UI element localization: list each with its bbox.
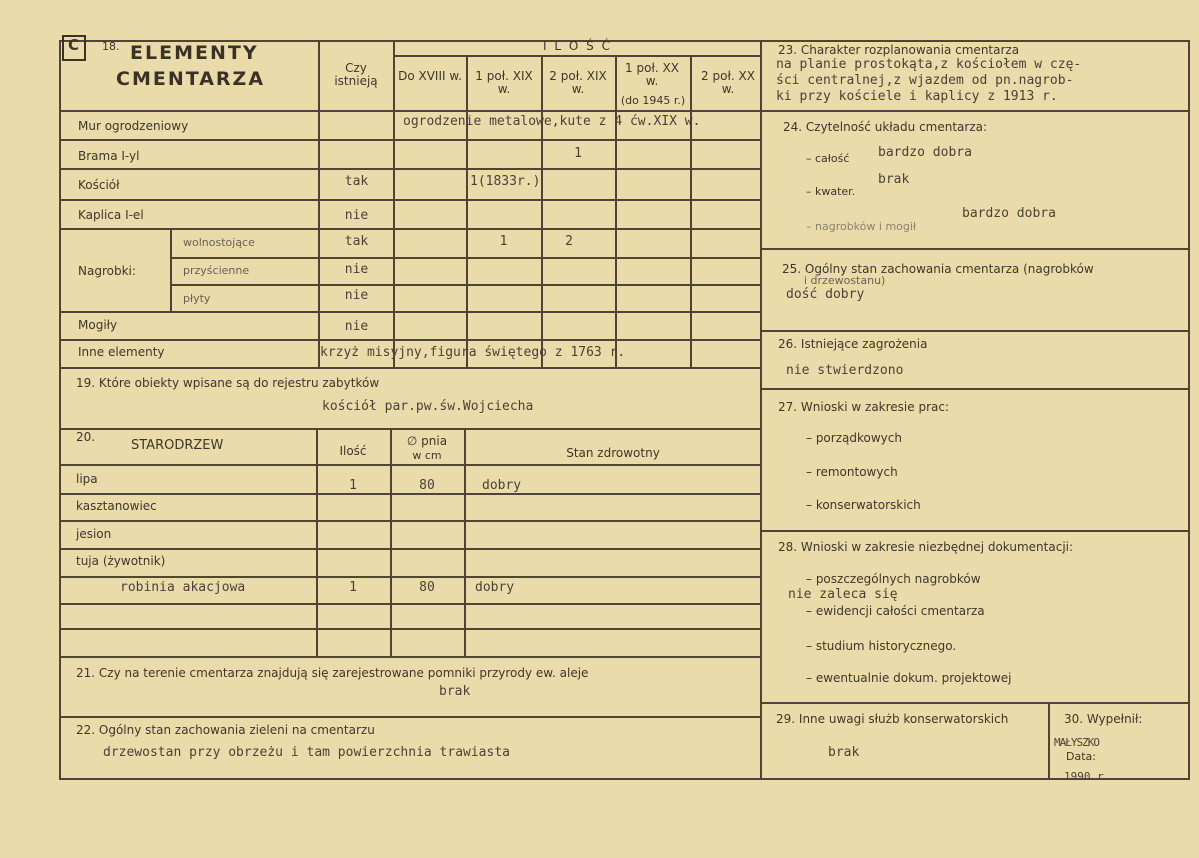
q23-line1: na planie prostokąta,z kościołem w czę- [776,57,1082,72]
q23-line2: ści centralnej,z wjazdem od pn.nagrob- [776,73,1074,88]
header-col-1pol-xx-note: (do 1945 r.) [620,94,686,107]
q19-value: kościół par.pw.św.Wojciecha [322,399,534,414]
q30-name: MAŁYSZKO [1054,736,1099,749]
row-nagrobki-label: Nagrobki: [78,264,136,278]
section-18-title-1: ELEMENTY [130,42,259,64]
row-plyty-czy: nie [344,288,369,303]
q20-col-stan: Stan zdrowotny [566,446,660,460]
q20-number: 20. [76,430,96,444]
header-czy-istnieja: Czy istnieją [334,61,378,88]
q28-ewidencji: – ewidencji całości cmentarza [806,604,985,618]
q20-row1-name: lipa [76,472,98,486]
q20-row5-name: robinia akacjowa [120,580,246,595]
q20-row1-pnia: 80 [419,478,435,493]
row-kosciol-czy: tak [344,174,369,189]
row-wolnostojace-label: wolnostojące [183,236,255,249]
q29-value: brak [828,745,860,760]
row-mur-label: Mur ogrodzeniowy [78,119,189,133]
q25-value: dość dobry [786,287,865,302]
q21-label: 21. Czy na terenie cmentarza znajdują się zarejestrowane pomniki przyrody ew. aleje [76,666,589,680]
q20-col-pnia-a: ∅ pnia [406,434,448,448]
header-col-1pol-xx: 1 poł. XX w. [625,61,679,88]
q20-row5-ilosc: 1 [349,580,357,595]
q20-col-ilosc: Ilość [339,444,367,458]
q27-label: 27. Wnioski w zakresie prac: [778,400,950,414]
header-col-2pol-xx: 2 poł. XX w. [701,69,755,96]
row-brama-col3: 1 [574,146,582,161]
row-mur-value: ogrodzenie metalowe,kute z 4 ćw.XIX w. [403,114,701,129]
q20-row5-stan: dobry [475,580,515,595]
q28-label: 28. Wnioski w zakresie niezbędnej dokumentacji: [778,540,1074,554]
q28-nagrobkow: – poszczególnych nagrobków [806,572,981,586]
q20-row4-name: tuja (żywotnik) [76,554,166,568]
q20-col-pnia-b: w cm [412,449,442,462]
row-przyscienne-czy: nie [344,262,369,277]
header-ilosc: I L O Ś Ć [543,39,612,53]
q22-value: drzewostan przy obrzeżu i tam powierzchnia trawiasta [103,745,510,760]
row-inne-label: Inne elementy [78,345,165,359]
q19-label: 19. Które obiekty wpisane są do rejestru zabytków [76,376,380,390]
q24-nagrobkow-value: bardzo dobra [962,206,1056,221]
q20-title: STARODRZEW [131,438,224,453]
row-przyscienne-label: przyścienne [183,264,250,277]
form-code: C [68,36,80,54]
q30-data-label: Data: [1066,750,1096,763]
q26-value: nie stwierdzono [786,363,904,378]
row-mogily-label: Mogiły [78,318,118,332]
row-plyty-label: płyty [183,292,211,305]
q24-kwater-value: brak [878,172,910,187]
section-18-title-2: CMENTARZA [116,68,266,90]
q27-remontowych: – remontowych [806,465,898,479]
row-brama-label: Brama I-yl [78,149,140,163]
header-col-do-xviii: Do XVIII w. [398,69,462,83]
q25-label2: i drzewostanu) [804,274,886,287]
row-mogily-czy: nie [344,319,369,334]
row-inne-value: krzyż misyjny,figura świętego z 1763 r. [320,345,626,360]
row-kaplica-label: Kaplica I-el [78,208,144,222]
q24-calosc-value: bardzo dobra [878,145,972,160]
q20-row1-stan: dobry [482,478,522,493]
q30-label: 30. Wypełnił: [1064,712,1143,726]
q27-porzadkowych: – porządkowych [806,431,902,445]
header-col-2pol-xix: 2 poł. XIX w. [549,69,607,96]
row-kosciol-label: Kościół [78,178,120,192]
row-kosciol-col2: 1(1833r.) [470,174,541,189]
q25-label: 25. Ogólny stan zachowania cmentarza (nagrobków [782,262,1094,276]
q29-label: 29. Inne uwagi służb konserwatorskich [776,712,1009,726]
q23-label: 23. Charakter rozplanowania cmentarza [778,43,1020,57]
q20-row1-ilosc: 1 [349,478,357,493]
q28-nagrobkow-value: nie zaleca się [788,587,898,602]
q26-label: 26. Istniejące zagrożenia [778,337,928,351]
q30-data-value: 1990 r. [1064,770,1111,783]
q28-projektowej: – ewentualnie dokum. projektowej [806,671,1012,685]
q20-row5-pnia: 80 [419,580,435,595]
q22-label: 22. Ogólny stan zachowania zieleni na cmentarzu [76,723,375,737]
row-wolnostojace-col3: 2 [565,234,573,249]
row-wolnostojace-col2: 1 [499,234,508,249]
header-col-1pol-xix: 1 poł. XIX w. [475,69,533,96]
q23-line3: ki przy kościele i kaplicy z 1913 r. [776,89,1058,104]
row-wolnostojace-czy: tak [344,234,369,249]
row-kaplica-czy: nie [344,208,369,223]
q24-kwater: – kwater. [806,185,856,198]
q24-nagrobkow: – nagrobków i mogił [806,220,917,233]
q20-row2-name: kasztanowiec [76,499,157,513]
section-18-number: 18. [102,40,120,53]
q21-value: brak [439,684,471,699]
q20-row3-name: jesion [76,527,112,541]
q24-label: 24. Czytelność układu cmentarza: [783,120,988,134]
q24-calosc: – całość [806,152,850,165]
q27-konserwatorskich: – konserwatorskich [806,498,921,512]
q28-studium: – studium historycznego. [806,639,957,653]
